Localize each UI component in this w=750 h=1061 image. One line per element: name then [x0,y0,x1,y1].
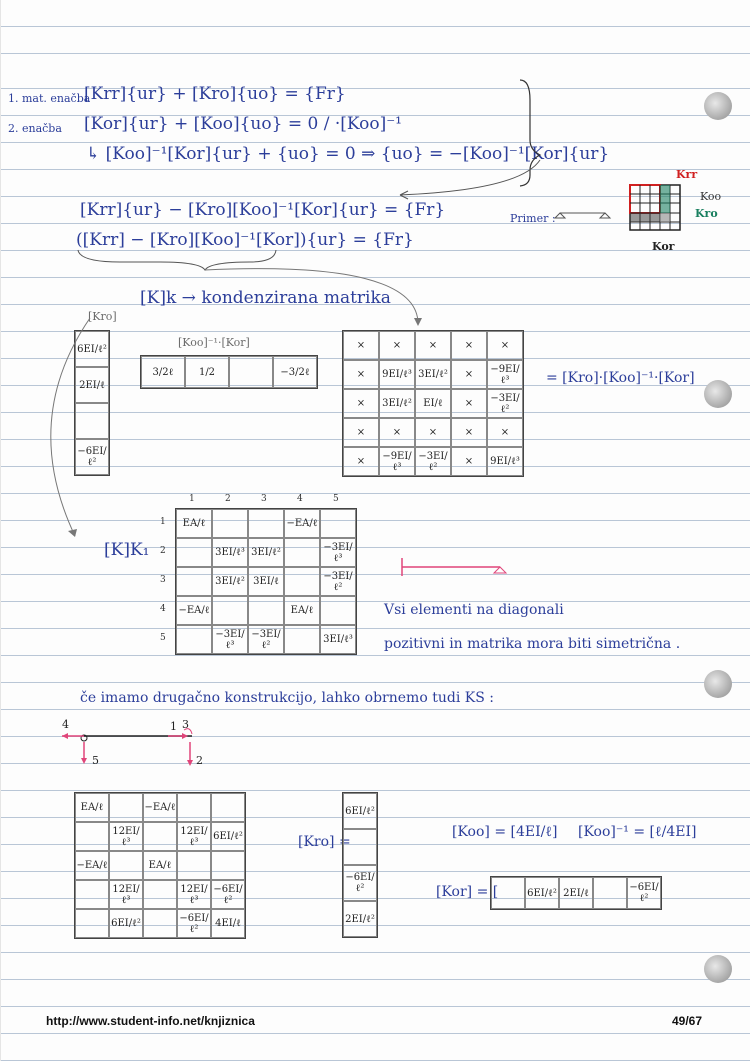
element-stiffness-matrix-cell: 6EI/ℓ² [211,822,245,851]
condensed-k-matrix-cell: 3EI/ℓ³ [212,538,248,567]
kro-matrix-label: [Kro] [88,310,117,323]
equation-label-1: 1. mat. enačba [8,92,91,105]
condensed-k-matrix-cell: −3EI/ℓ³ [320,538,356,567]
bottom-kro-column-cell: −6EI/ℓ² [343,865,377,901]
kor-equation: [Kor] = [ [436,884,499,900]
product-matrix-cell: × [487,418,523,447]
element-stiffness-matrix-cell: EA/ℓ [75,793,109,822]
note-symmetric: pozitivni in matrika mora biti simetrična . [384,636,681,652]
product-matrix-cell: × [343,447,379,476]
element-stiffness-matrix-cell: −EA/ℓ [75,851,109,880]
beam-dof-label: 5 [92,754,99,767]
product-matrix-cell: × [343,389,379,418]
product-matrix-cell: 3EI/ℓ² [379,389,415,418]
rhs-expression: = [Kro]·[Koo]⁻¹·[Kor] [546,370,695,386]
arrow-curve [205,269,418,325]
product-matrix-cell: × [415,331,451,360]
product-matrix-cell: × [451,360,487,389]
product-matrix-cell: × [379,418,415,447]
element-stiffness-matrix-cell: −EA/ℓ [143,793,177,822]
product-matrix-cell: × [343,360,379,389]
product-matrix-cell: EI/ℓ [415,389,451,418]
product-matrix-cell: × [451,447,487,476]
product-matrix-cell: 9EI/ℓ³ [379,360,415,389]
koo-kor-label: [Koo]⁻¹·[Kor] [178,336,250,349]
condensed-k-matrix-cell: 3EI/ℓ [248,567,284,596]
product-matrix-cell: × [343,331,379,360]
kro-column-vector-cell: 2EI/ℓ [75,367,109,403]
koo-label: Koo [700,190,722,203]
note-other-construction: če imamo drugačno konstrukcijo, lahko obrnemo tudi KS : [80,690,494,706]
product-matrix-cell: −9EI/ℓ³ [487,360,523,389]
k-matrix-label: [K]K₁ [104,540,150,560]
bottom-kro-label: [Kro] = [298,834,351,850]
beam-dof-label: 3 [182,718,189,731]
equation-2: [Kor]{ur} + [Koo]{uo} = 0 / ·[Koo]⁻¹ [84,114,402,134]
element-stiffness-matrix-cell: −6EI/ℓ² [177,909,211,938]
arrowhead [414,318,422,326]
product-matrix-cell: × [451,418,487,447]
kro-column-vector-cell: −6EI/ℓ² [75,439,109,475]
product-matrix-cell: × [451,331,487,360]
footer-url[interactable]: http://www.student-info.net/knjiznica [46,1014,255,1028]
page-number: 49/67 [672,1014,703,1028]
equation-1: [Krr]{ur} + [Kro]{uo} = {Fr} [84,84,346,104]
product-matrix-cell: 9EI/ℓ³ [487,447,523,476]
product-matrix-cell: −9EI/ℓ³ [379,447,415,476]
arrow-curve [51,318,90,536]
row-header: 5 [160,633,166,643]
row-header: 1 [160,517,166,527]
column-header: 2 [225,494,231,504]
beam-dof-label: 4 [62,718,69,731]
note-diagonal: Vsi elementi na diagonali [384,602,564,618]
pink-beam-sketch [402,558,506,576]
column-header: 5 [333,494,339,504]
element-stiffness-matrix-cell: 6EI/ℓ² [109,909,143,938]
condensed-k-matrix-cell: −3EI/ℓ³ [212,625,248,654]
product-matrix-cell: × [415,418,451,447]
row-header: 4 [160,604,166,614]
equation-label-2: 2. enačba [8,122,62,135]
element-stiffness-matrix-cell: 12EI/ℓ³ [177,822,211,851]
equation-6: [K]k → kondenzirana matrika [140,288,391,308]
bottom-kor-row-cell: −6EI/ℓ² [627,877,661,909]
koo-kor-row-vector-cell: −3/2ℓ [273,356,317,388]
condensed-k-matrix-cell: 3EI/ℓ² [212,567,248,596]
condensed-k-matrix-cell: −EA/ℓ [284,509,320,538]
element-stiffness-matrix-cell: 12EI/ℓ³ [109,822,143,851]
kro-column-vector-cell: 6EI/ℓ² [75,331,109,367]
column-header: 4 [297,494,303,504]
product-matrix-cell: 3EI/ℓ² [415,360,451,389]
product-matrix-cell: × [343,418,379,447]
bottom-kor-row-cell: 6EI/ℓ² [525,877,559,909]
element-stiffness-matrix-cell: 12EI/ℓ³ [109,880,143,909]
kor-label: Kor [652,240,675,253]
condensed-k-matrix-cell: −3EI/ℓ² [248,625,284,654]
element-stiffness-matrix-cell: 4EI/ℓ [211,909,245,938]
column-header: 1 [189,494,195,504]
koo-equation: [Koo] = [4EI/ℓ] [452,824,558,840]
product-matrix-cell: × [487,331,523,360]
condensed-k-matrix-cell: 3EI/ℓ² [248,538,284,567]
product-matrix-cell: −3EI/ℓ² [415,447,451,476]
partition-diagram [630,185,680,230]
equation-4: [Krr]{ur} − [Kro][Koo]⁻¹[Kor]{ur} = {Fr} [80,200,446,220]
beam-dof-sketch [62,729,193,766]
beam-dof-label: 1 [170,720,177,733]
product-matrix-cell: −3EI/ℓ² [487,389,523,418]
element-stiffness-matrix-cell: 12EI/ℓ³ [177,880,211,909]
arrowhead [68,529,77,537]
condensed-k-matrix-cell: −EA/ℓ [176,596,212,625]
koo-inverse-equation: [Koo]⁻¹ = [ℓ/4EI] [578,824,697,840]
equation-5: ([Krr] − [Kro][Koo]⁻¹[Kor]){ur} = {Fr} [76,230,414,250]
condensed-k-matrix-cell: −3EI/ℓ² [320,567,356,596]
product-matrix-cell: × [451,389,487,418]
koo-kor-row-vector-cell: 3/2ℓ [141,356,185,388]
condensed-k-matrix-cell: EA/ℓ [176,509,212,538]
bottom-kro-column-cell: 6EI/ℓ² [343,793,377,829]
product-matrix-cell: × [379,331,415,360]
condensed-k-matrix-cell: 3EI/ℓ³ [320,625,356,654]
arrow-curve [400,160,540,195]
krr-label: Krr [676,168,698,181]
row-header: 3 [160,575,166,585]
kro-label: Kro [695,207,718,220]
element-stiffness-matrix-cell: EA/ℓ [143,851,177,880]
condensed-k-matrix-cell: EA/ℓ [284,596,320,625]
koo-kor-row-vector-cell: 1/2 [185,356,229,388]
column-header: 3 [261,494,267,504]
bottom-kor-row-cell: 2EI/ℓ [559,877,593,909]
primer-supports [555,213,610,218]
bottom-kro-column-cell: 2EI/ℓ² [343,901,377,937]
element-stiffness-matrix-cell: −6EI/ℓ² [211,880,245,909]
underbrace [78,250,276,270]
equation-3: ↳ [Koo]⁻¹[Kor]{ur} + {uo} = 0 ⇒ {uo} = −[Koo]⁻¹[Kor]{ur} [86,144,610,164]
primer-label: Primer : [510,212,556,225]
beam-dof-label: 2 [196,754,203,767]
row-header: 2 [160,546,166,556]
